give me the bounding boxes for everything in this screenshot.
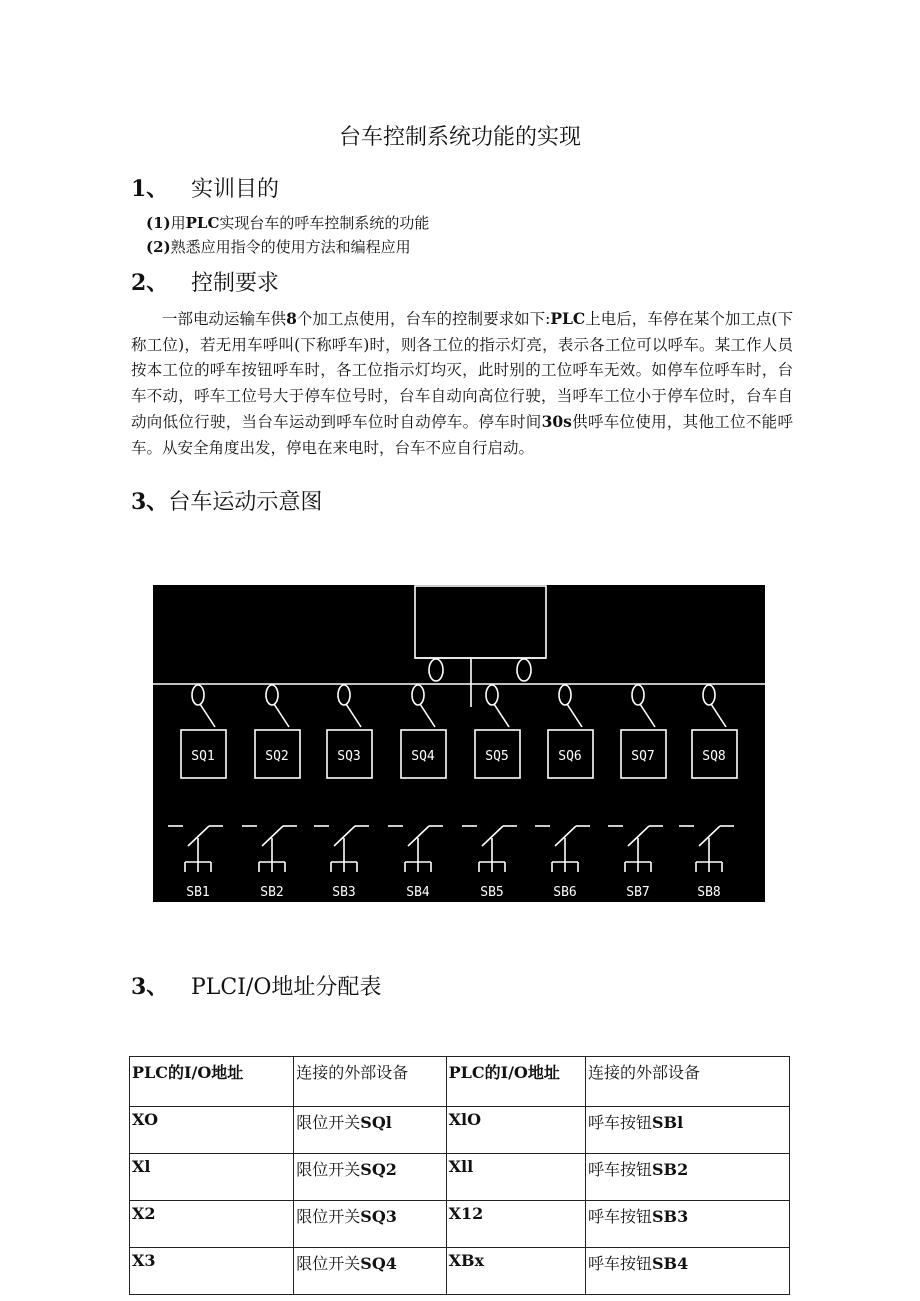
header-cell: PLC的I/O地址	[446, 1057, 585, 1107]
table-header-row	[130, 1057, 790, 1107]
section-number: 2、	[131, 270, 169, 296]
objective-text: 用	[170, 214, 186, 232]
call-button-label: SB6	[553, 885, 577, 900]
objective-text: 实现台车的呼车控制系统的功能	[219, 214, 430, 232]
limit-switch-arm	[640, 704, 655, 727]
objective-number: (2)	[146, 238, 171, 256]
table-cell: XO	[130, 1107, 294, 1154]
limit-switch-roller	[632, 685, 644, 705]
limit-switch-arm	[420, 704, 435, 727]
trolley-diagram	[153, 585, 765, 902]
limit-switch-roller	[266, 685, 278, 705]
section-number: 1、	[131, 176, 169, 202]
table-cell: 呼车按钮SB2	[585, 1154, 789, 1201]
table-row	[130, 1201, 790, 1248]
limit-switch-arm	[274, 704, 289, 727]
limit-switch-arm	[200, 704, 215, 727]
section-heading-4	[131, 970, 381, 1001]
limit-switch-arm	[711, 704, 726, 727]
table-row	[130, 1154, 790, 1201]
header-cell: 连接的外部设备	[585, 1057, 789, 1107]
section-heading-3	[131, 485, 322, 516]
limit-switch-roller	[486, 685, 498, 705]
page-title: 台车控制系统功能的实现	[338, 125, 581, 150]
limit-switch-roller	[412, 685, 424, 705]
section-title: 实训目的	[191, 177, 280, 202]
limit-switch-label: SQ2	[265, 749, 289, 764]
stations	[168, 685, 737, 900]
section-heading-1	[131, 172, 279, 203]
limit-switch-label: SQ5	[485, 749, 509, 764]
limit-switch-label: SQ8	[702, 749, 726, 764]
section-number: 3、	[131, 974, 169, 1000]
trolley-wheel-left	[429, 659, 443, 681]
section-title: 控制要求	[191, 271, 280, 296]
call-button-label: SB7	[626, 885, 650, 900]
table-cell: X3	[130, 1248, 294, 1295]
section-heading-2	[131, 266, 279, 297]
objective-number: (1)	[146, 214, 171, 232]
limit-switch-arm	[567, 704, 582, 727]
limit-switch-arm	[346, 704, 361, 727]
objective-item-1	[146, 212, 429, 233]
section-title: PLCI/O地址分配表	[191, 975, 382, 1000]
header-cell: 连接的外部设备	[294, 1057, 446, 1107]
trolley-body	[415, 586, 546, 658]
limit-switch-roller	[559, 685, 571, 705]
table-cell: 限位开关SQ2	[294, 1154, 446, 1201]
table-cell: Xll	[446, 1154, 585, 1201]
header-cell: PLC的I/O地址	[130, 1057, 294, 1107]
call-button-label: SB4	[406, 885, 430, 900]
table-cell: 限位开关SQ4	[294, 1248, 446, 1295]
limit-switch-label: SQ1	[191, 749, 215, 764]
table-row	[130, 1107, 790, 1154]
table-cell: Xl	[130, 1154, 294, 1201]
call-button-label: SB3	[332, 885, 356, 900]
table-cell: XBx	[446, 1248, 585, 1295]
table-cell: X2	[130, 1201, 294, 1248]
objective-bold: PLC	[185, 214, 220, 232]
call-button-label: SB5	[480, 885, 504, 900]
limit-switch-label: SQ6	[558, 749, 582, 764]
limit-switch-arm	[494, 704, 509, 727]
io-address-table	[129, 1056, 790, 1295]
table-cell: 呼车按钮SBl	[585, 1107, 789, 1154]
limit-switch-roller	[192, 685, 204, 705]
limit-switch-label: SQ4	[411, 749, 435, 764]
limit-switch-label: SQ3	[337, 749, 361, 764]
objective-text: 熟悉应用指令的使用方法和编程应用	[170, 238, 411, 256]
table-cell: 呼车按钮SB4	[585, 1248, 789, 1295]
table-cell: X12	[446, 1201, 585, 1248]
limit-switch-roller	[338, 685, 350, 705]
call-button-label: SB8	[697, 885, 721, 900]
trolley-wheel-right	[517, 659, 531, 681]
table-cell: 限位开关SQl	[294, 1107, 446, 1154]
limit-switch-label: SQ7	[631, 749, 655, 764]
table-cell: 限位开关SQ3	[294, 1201, 446, 1248]
requirement-paragraph: 一部电动运输车供8个加工点使用，台车的控制要求如下:PLC上电后，车停在某个加工点(下称工位)，若无用车呼叫(下称呼车)时，则各工位的指示灯亮，表示各工位可以呼车。某工作人员按本工位的呼车按钮呼车时，各工位指示灯均灭，此时别的工位呼车无效。如停车位呼车时，台车不动，呼车工位号大于停车位号时，台车自动向高位行驶，当呼车工位小于停车位时，台车自动向低位行驶，当台车运动到呼车位时自动停车。停车时间30s供呼车位使用，其他工位不能呼车。从安全角度出发，停电在来电时，台车不应自行启动。	[131, 309, 793, 457]
table-row	[130, 1248, 790, 1295]
table-cell: 呼车按钮SB3	[585, 1201, 789, 1248]
call-button-label: SB1	[186, 885, 210, 900]
trolley-cart	[415, 586, 546, 707]
section-title: 台车运动示意图	[168, 490, 323, 515]
objective-item-2	[146, 236, 411, 257]
call-button-label: SB2	[260, 885, 284, 900]
section-number: 3、	[131, 489, 169, 515]
table-cell: XlO	[446, 1107, 585, 1154]
limit-switch-roller	[703, 685, 715, 705]
